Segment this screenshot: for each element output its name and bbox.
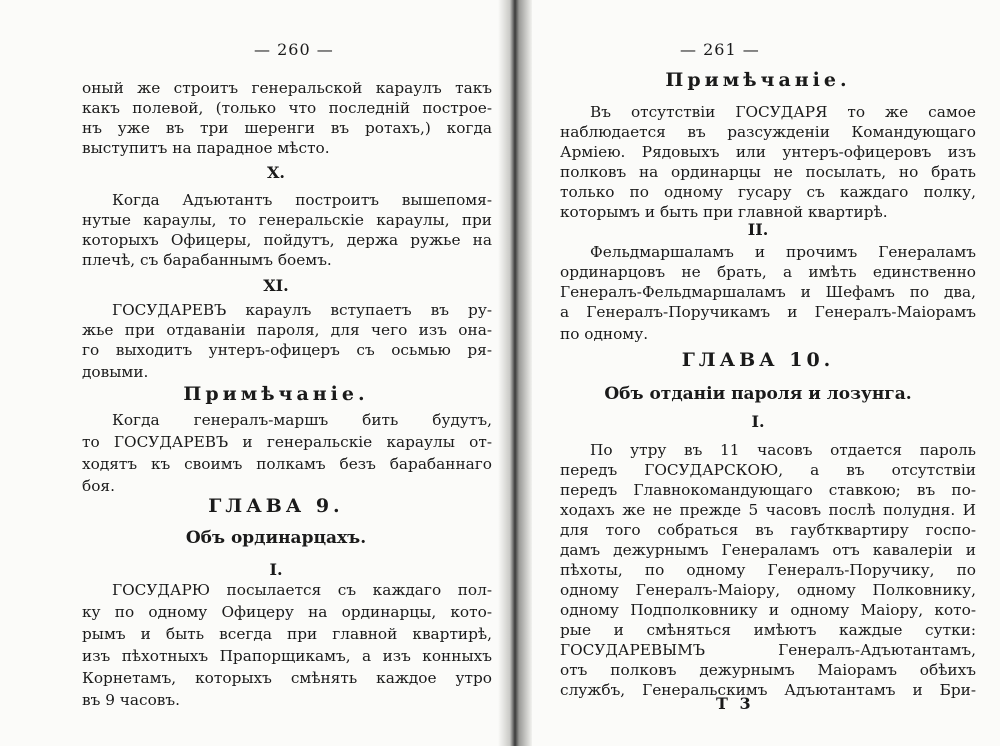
text-line: I.: [269, 560, 283, 579]
text-line: ГОСУДАРЮ посылается съ каждаго пол-: [112, 581, 492, 599]
text-line: одному Подполковнику и одному Маіору, кото-: [560, 601, 976, 619]
text-line: только по одному гусару съ каждаго полку,: [560, 183, 976, 201]
text-line: то ГОСУДАРЕВЪ и генеральскіе караулы от-: [82, 433, 492, 451]
text-line: нутые караулы, то генеральскіе караулы, при: [82, 211, 492, 229]
text-line: довыми.: [82, 363, 149, 381]
signature-mark: Т 3: [716, 694, 754, 713]
page-number-right: — 261 —: [680, 40, 760, 59]
text-line: пѣхоты, по одному Генералъ-Поручику, по: [560, 561, 976, 579]
text-line: Въ отсутствіи ГОСУДАРЯ то же самое: [590, 103, 976, 121]
text-line: рымъ и быть всегда при главной квартирѣ,: [82, 625, 492, 643]
text-line: ГЛАВА 9.: [208, 495, 344, 517]
text-line: выступитъ на парадное мѣсто.: [82, 139, 330, 157]
text-line: II.: [747, 220, 769, 239]
text-line: по одному.: [560, 325, 649, 343]
text-line: Когда Адъютантъ построитъ вышепомя-: [112, 191, 492, 209]
book-gutter: [498, 0, 532, 746]
text-line: ГОСУДАРЕВЪ караулъ вступаетъ въ ру-: [112, 301, 492, 319]
text-line: ординарцовъ не брать, а имѣть единственно: [560, 263, 976, 281]
text-line: XI.: [263, 276, 289, 295]
text-line: нъ уже въ три шеренги въ ротахъ,) когда: [82, 119, 492, 137]
page-number-left: — 260 —: [254, 40, 334, 59]
text-line: передъ Главнокомандующаго ставкою; въ по-: [560, 481, 976, 499]
text-line: Примѣчаніе.: [183, 383, 369, 405]
text-line: которыхъ Офицеры, пойдутъ, держа ружье на: [82, 231, 492, 249]
text-line: полковъ на ординарцы не посылать, но брать: [560, 163, 976, 181]
text-line: Примѣчаніе.: [665, 69, 851, 91]
text-line: какъ полевой, (только что последній построе-: [82, 99, 492, 117]
text-line: X.: [267, 163, 285, 182]
text-line: передъ ГОСУДАРСКОЮ, а въ отсутствіи: [560, 461, 976, 479]
text-line: ГЛАВА 10.: [681, 349, 835, 371]
text-line: плечѣ, съ барабаннымъ боемъ.: [82, 251, 332, 269]
text-line: ходахъ же не прежде 5 часовъ послѣ полудня. И: [560, 501, 976, 519]
text-line: Арміею. Рядовыхъ или унтеръ-офицеровъ изъ: [560, 143, 976, 161]
text-line: Объ ординарцахъ.: [185, 528, 367, 548]
text-line: Фельдмаршаламъ и прочимъ Генераламъ: [590, 243, 976, 261]
text-line: изъ пѣхотныхъ Прапорщикамъ, а изъ конныхъ: [82, 647, 492, 665]
text-line: ку по одному Офицеру на ординарцы, кото-: [82, 603, 492, 621]
text-line: Когда генералъ-маршъ бить будутъ,: [112, 411, 492, 429]
text-line: рые и смѣняться имѣютъ каждые сутки:: [560, 621, 976, 639]
text-line: боя.: [82, 477, 115, 495]
text-line: одному Генералъ-Маіору, одному Полковнику,: [560, 581, 976, 599]
text-line: а Генералъ-Поручикамъ и Генералъ-Маіорамъ: [560, 303, 976, 321]
text-line: отъ полковъ дежурнымъ Маіорамъ обѣихъ: [560, 661, 976, 679]
text-line: Генералъ-Фельдмаршаламъ и Шефамъ по два,: [560, 283, 976, 301]
text-line: ГОСУДАРЕВЫМЪ Генералъ-Адъютантамъ,: [560, 641, 976, 659]
left-page: [60, 0, 492, 746]
text-line: для того собраться въ гаубтквартиру госпо-: [560, 521, 976, 539]
text-line: которымъ и быть при главной квартирѣ.: [560, 203, 888, 221]
text-line: жье при отдаваніи пароля, для чего изъ она-: [82, 321, 492, 339]
text-line: Объ отданіи пароля и лозунга.: [604, 384, 912, 404]
text-line: I.: [751, 412, 765, 431]
text-line: ходятъ къ своимъ полкамъ безъ барабаннаго: [82, 455, 492, 473]
text-line: дамъ дежурнымъ Генераламъ отъ кавалеріи и: [560, 541, 976, 559]
right-page: [540, 0, 976, 746]
text-line: го выходитъ унтеръ-офицеръ съ осьмью ря-: [82, 341, 492, 359]
text-line: оный же строитъ генеральской карaулъ такъ: [82, 79, 492, 97]
text-line: службъ, Генеральскимъ Адъютантамъ и Бри-: [560, 681, 976, 699]
text-line: наблюдается въ разсужденіи Командующаго: [560, 123, 976, 141]
text-line: въ 9 часовъ.: [82, 691, 181, 709]
text-line: Корнетамъ, которыхъ смѣнять каждое утро: [82, 669, 492, 687]
text-line: По утру въ 11 часовъ отдается пароль: [590, 441, 976, 459]
